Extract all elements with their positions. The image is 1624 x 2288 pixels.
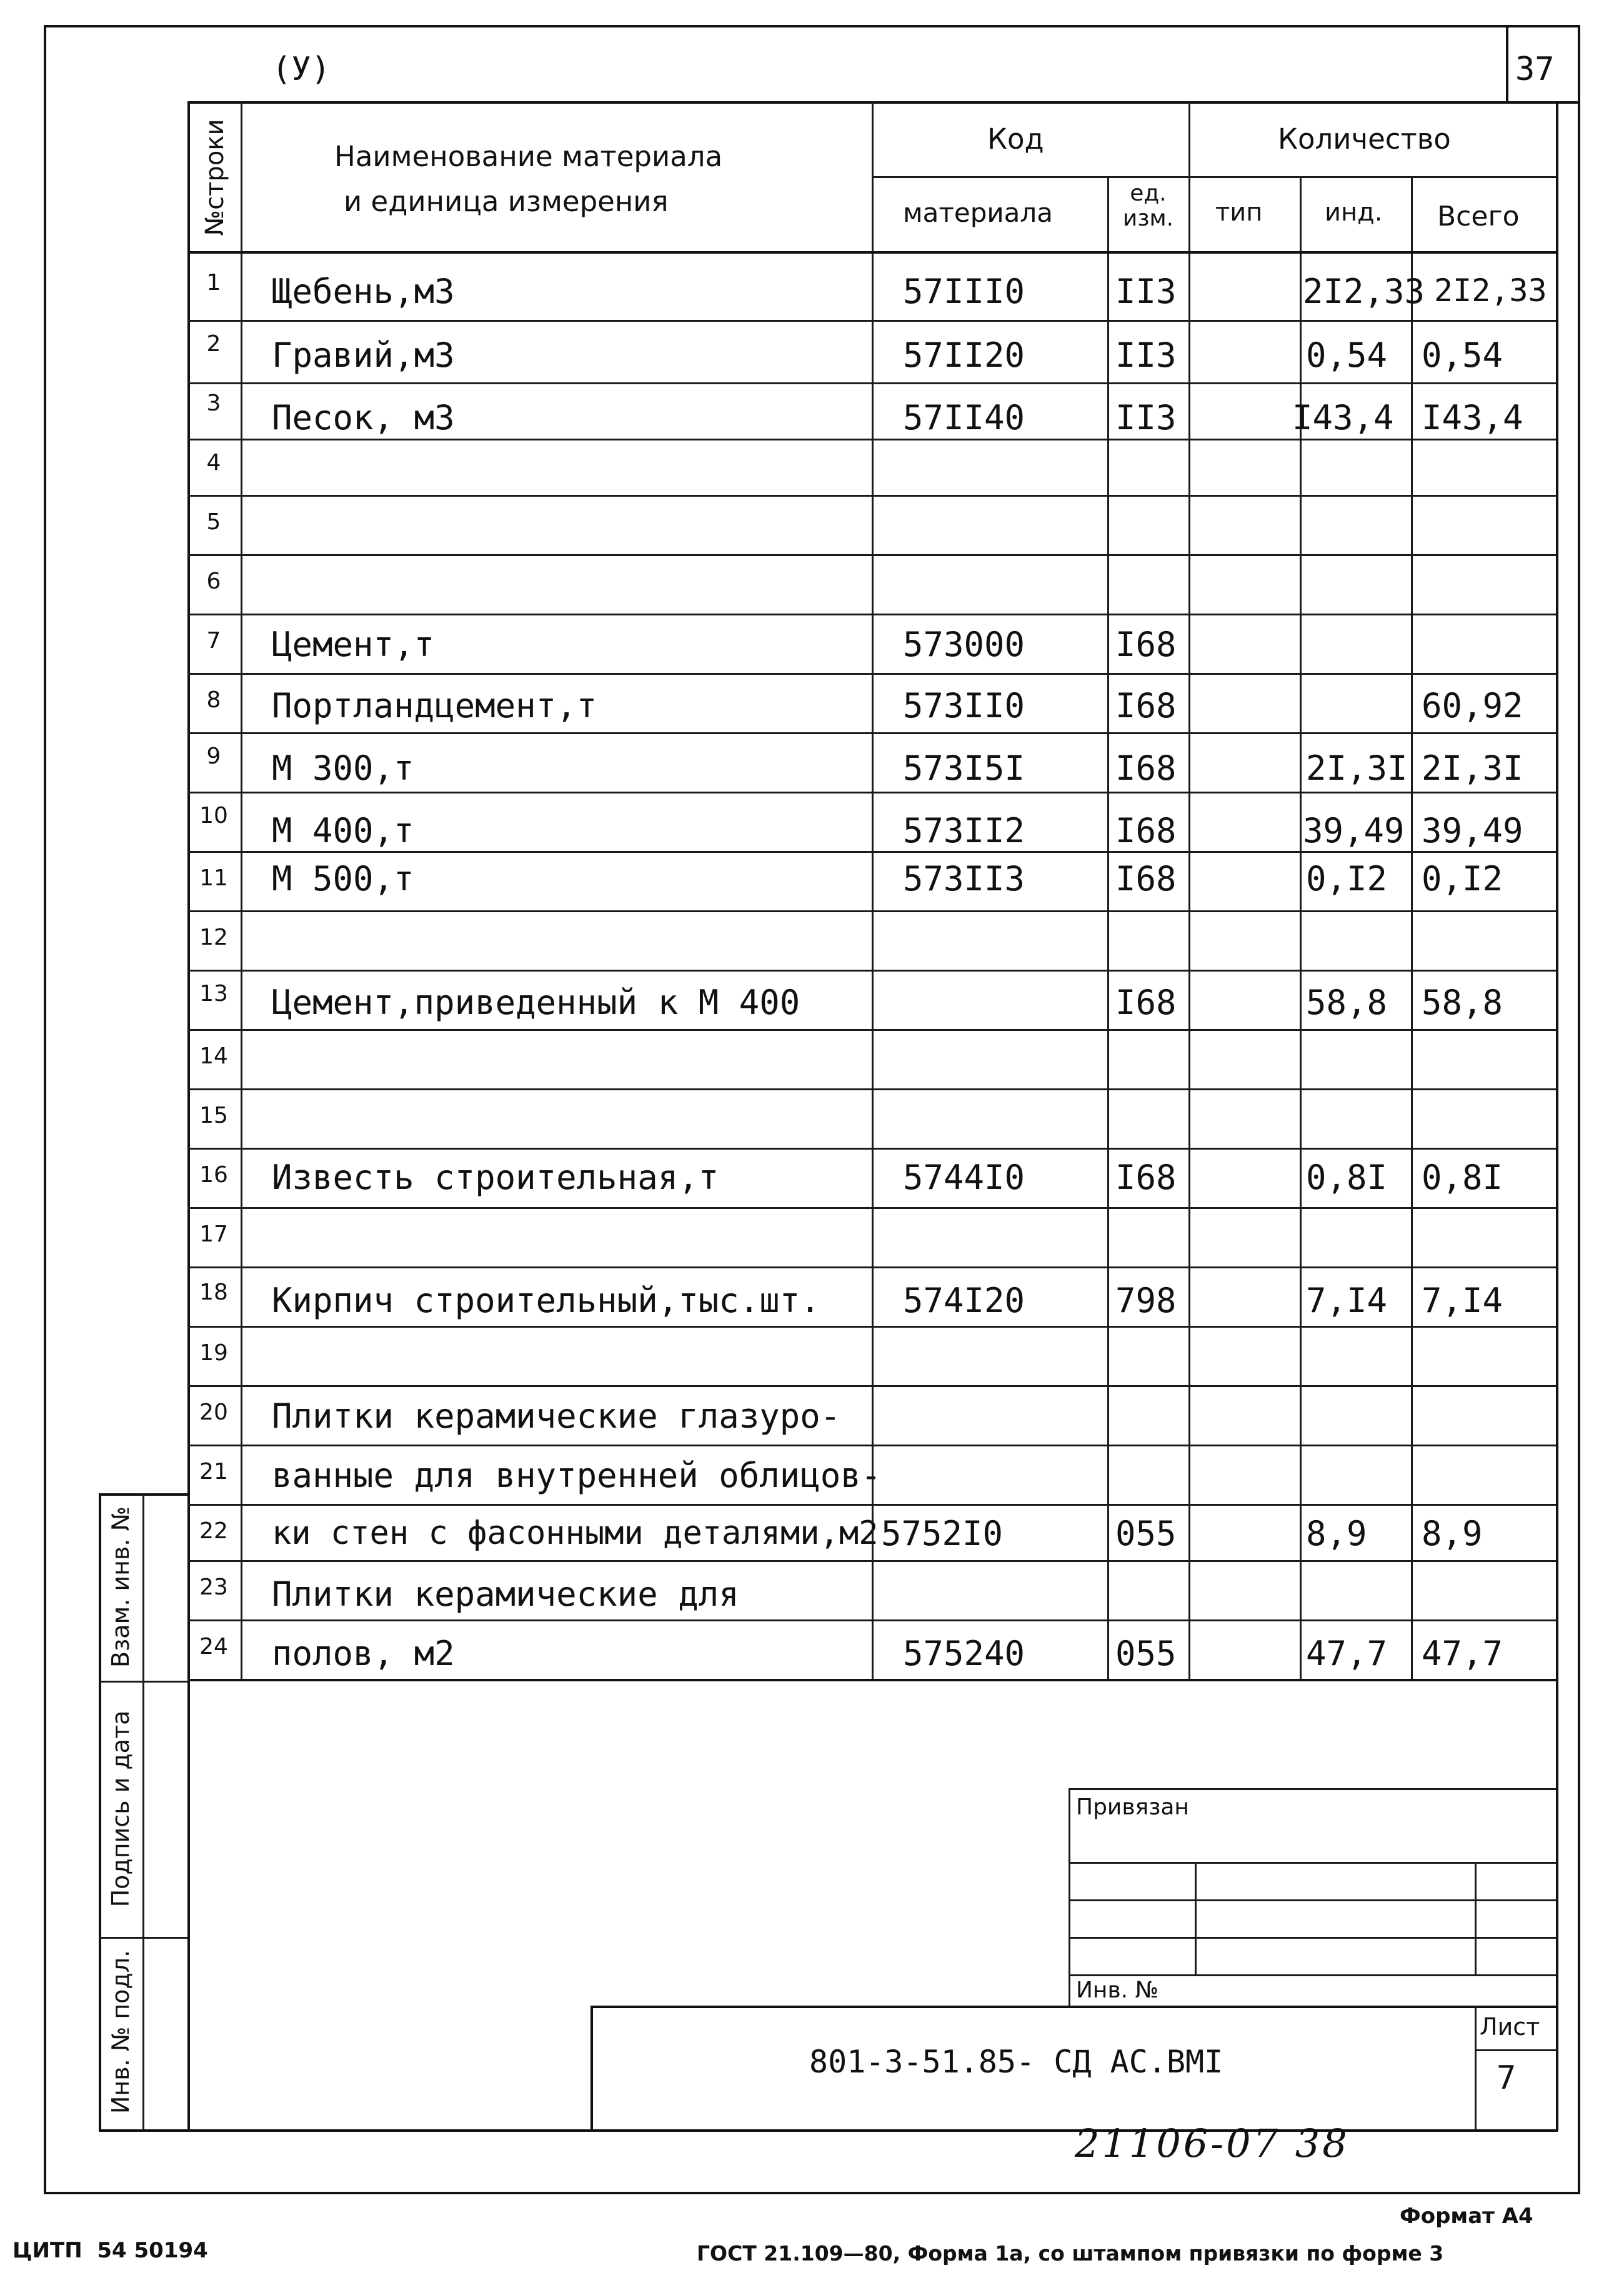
- row-number: 16: [199, 1162, 228, 1188]
- row-unit: 798: [1115, 1281, 1177, 1320]
- title-block-left: [590, 2006, 593, 2129]
- row-name: полов, м2: [272, 1634, 455, 1673]
- handwritten-number: 21106-07 38: [1075, 2121, 1350, 2166]
- row-name: М 500,т: [272, 859, 414, 898]
- row-number: 6: [206, 569, 221, 594]
- stamp-left-line: [1069, 1788, 1070, 2006]
- sheet-number: 7: [1497, 2059, 1517, 2097]
- header-code: Код: [987, 122, 1044, 156]
- row-unit: I68: [1115, 686, 1177, 725]
- row-unit: II3: [1115, 336, 1177, 375]
- row-qty-total: 0,54: [1422, 336, 1503, 375]
- frame-top: [44, 25, 1578, 27]
- footer-left: ЦИТП 54 50194: [12, 2238, 208, 2263]
- row-number: 22: [199, 1518, 228, 1544]
- row-qty-ind: 0,8I: [1306, 1158, 1388, 1197]
- row-line: [187, 495, 1556, 497]
- row-number: 17: [199, 1221, 228, 1247]
- page-number: 37: [1515, 51, 1555, 88]
- stamp-line-2: [1069, 1862, 1556, 1864]
- footer-right: ГОСТ 21.109—80, Форма 1а, со штампом привязки по форме 3: [697, 2241, 1444, 2266]
- row-line: [187, 320, 1556, 322]
- row-unit: I68: [1115, 625, 1177, 664]
- row-number: 14: [199, 1043, 228, 1069]
- row-line: [187, 673, 1556, 675]
- row-name: Известь строительная,т: [272, 1158, 719, 1197]
- row-code: 573I5I: [903, 749, 1025, 788]
- row-name: Портландцемент,т: [272, 686, 597, 725]
- row-qty-total: 58,8: [1422, 983, 1503, 1022]
- header-qty-ind: инд.: [1325, 198, 1383, 227]
- row-code: 57III0: [903, 272, 1025, 311]
- row-name: ванные для внутренней облицов-: [272, 1456, 882, 1495]
- row-unit: II3: [1115, 272, 1177, 311]
- row-number: 3: [206, 390, 221, 416]
- row-number: 24: [199, 1634, 228, 1659]
- row-line: [187, 382, 1556, 384]
- row-name: Плитки керамические для: [272, 1574, 739, 1614]
- col-rownum-line: [241, 101, 242, 1679]
- row-number: 2: [206, 331, 221, 357]
- row-line: [187, 1504, 1556, 1506]
- row-line: [187, 910, 1556, 912]
- side-label-podpis: Подпись и дата: [107, 1710, 134, 1907]
- row-unit: I68: [1115, 859, 1177, 898]
- row-number: 11: [199, 865, 228, 891]
- header-bottom-line: [187, 251, 1556, 254]
- row-number: 4: [206, 450, 221, 475]
- row-code: 57II40: [903, 398, 1025, 437]
- row-line: [187, 1326, 1556, 1328]
- frame-right: [1578, 25, 1580, 2193]
- row-code: 573II0: [903, 686, 1025, 725]
- row-name: Кирпич строительный,тыс.шт.: [272, 1281, 820, 1320]
- row-qty-total: 47,7: [1422, 1634, 1503, 1673]
- row-qty-total: 8,9: [1422, 1514, 1483, 1553]
- row-unit: I68: [1115, 811, 1177, 850]
- header-name-line1: Наименование материала: [334, 140, 723, 173]
- row-name: Песок, м3: [272, 398, 455, 437]
- title-block-sheet-left: [1475, 2006, 1477, 2129]
- row-line: [187, 970, 1556, 972]
- row-code: 573II3: [903, 859, 1025, 898]
- row-line: [187, 732, 1556, 734]
- title-block-top: [590, 2006, 1556, 2008]
- row-qty-ind: 47,7: [1306, 1634, 1388, 1673]
- row-line: [187, 1148, 1556, 1150]
- row-name: М 300,т: [272, 749, 414, 788]
- row-qty-ind: 58,8: [1306, 983, 1388, 1022]
- col-name-line: [872, 101, 874, 1679]
- frame-bottom: [44, 2192, 1580, 2194]
- row-qty-ind: 2I2,33: [1303, 272, 1425, 311]
- col-ind-line: [1411, 176, 1413, 1679]
- header-row-no: №строки: [201, 119, 229, 236]
- row-number: 13: [199, 981, 228, 1007]
- row-qty-total: I43,4: [1422, 398, 1523, 437]
- header-qty-total: Всего: [1437, 201, 1520, 232]
- row-name: Щебень,м3: [272, 272, 455, 311]
- row-number: 5: [206, 509, 221, 535]
- row-line: [187, 1560, 1556, 1562]
- row-line: [187, 792, 1556, 793]
- stamp-inner-v2: [1475, 1862, 1477, 1974]
- row-qty-total: 39,49: [1422, 811, 1523, 850]
- row-qty-ind: 7,I4: [1306, 1281, 1388, 1320]
- header-mid-line: [872, 176, 1556, 178]
- row-name: Гравий,м3: [272, 336, 455, 375]
- header-quantity: Количество: [1278, 122, 1451, 156]
- row-qty-total: 0,8I: [1422, 1158, 1503, 1197]
- row-number: 18: [199, 1280, 228, 1305]
- row-line: [187, 1266, 1556, 1268]
- stamp-inv-no: Инв. №: [1076, 1977, 1159, 2003]
- table-bottom-line: [187, 1679, 1556, 1681]
- row-line: [187, 1445, 1556, 1446]
- row-code: 574I20: [903, 1281, 1025, 1320]
- row-line: [187, 1207, 1556, 1209]
- row-line: [187, 1385, 1556, 1387]
- side-label-vzam: Взам. инв. №: [107, 1506, 134, 1668]
- table-left-line: [187, 101, 190, 2131]
- row-name: Цемент,приведенный к М 400: [272, 983, 800, 1022]
- col-unit-line: [1188, 101, 1190, 1679]
- table-top-line: [187, 101, 1578, 104]
- row-line: [187, 1619, 1556, 1621]
- row-qty-ind: 8,9: [1306, 1514, 1367, 1553]
- row-number: 10: [199, 803, 228, 828]
- row-code: 575240: [903, 1634, 1025, 1673]
- stamp-inner-v1: [1195, 1862, 1197, 1974]
- header-code-material: материала: [903, 197, 1054, 228]
- sheet-label: Лист: [1480, 2013, 1540, 2041]
- row-number: 8: [206, 687, 221, 713]
- row-code: 57II20: [903, 336, 1025, 375]
- row-number: 20: [199, 1400, 228, 1425]
- stamp-privyazan: Привязан: [1076, 1794, 1189, 1820]
- row-unit: I68: [1115, 749, 1177, 788]
- row-number: 1: [206, 270, 221, 296]
- col-code-line: [1107, 176, 1109, 1679]
- row-qty-total: 2I,3I: [1422, 749, 1523, 788]
- side-strip-div2: [99, 1937, 187, 1939]
- row-qty-total: 0,I2: [1422, 859, 1503, 898]
- row-qty-ind: I43,4: [1292, 398, 1394, 437]
- row-code: 5752I0: [881, 1514, 1004, 1553]
- row-number: 15: [199, 1103, 228, 1128]
- row-line: [187, 614, 1556, 615]
- row-unit: I68: [1115, 983, 1177, 1022]
- frame-left: [44, 25, 46, 2193]
- row-line: [187, 554, 1556, 556]
- stamp-top-line: [1069, 1788, 1556, 1790]
- row-line: [187, 1088, 1556, 1090]
- stamp-line-3: [1069, 1899, 1556, 1901]
- header-qty-type: тип: [1215, 198, 1263, 227]
- row-code: 573000: [903, 625, 1025, 664]
- row-qty-ind: 0,54: [1306, 336, 1388, 375]
- row-unit: 055: [1115, 1514, 1177, 1553]
- row-name: М 400,т: [272, 811, 414, 850]
- header-code-unit: ед. изм.: [1122, 181, 1174, 231]
- format-label: Формат А4: [1400, 2204, 1533, 2229]
- row-unit: I68: [1115, 1158, 1177, 1197]
- side-label-inv-podl: Инв. № подл.: [107, 1949, 134, 2114]
- row-qty-ind: 2I,3I: [1306, 749, 1408, 788]
- row-name: Цемент,т: [272, 625, 435, 664]
- side-strip-div1: [99, 1681, 187, 1683]
- row-number: 12: [199, 925, 228, 950]
- row-qty-total: 7,I4: [1422, 1281, 1503, 1320]
- row-name: ки стен с фасонными деталями,м2: [272, 1515, 879, 1552]
- row-unit: 055: [1115, 1634, 1177, 1673]
- header-name-line2: и единица измерения: [344, 185, 669, 218]
- row-code: 5744I0: [903, 1158, 1025, 1197]
- row-number: 19: [199, 1340, 228, 1366]
- row-number: 7: [206, 628, 221, 654]
- row-code: 573II2: [903, 811, 1025, 850]
- title-block-sheet-mid: [1475, 2049, 1556, 2051]
- row-line: [187, 439, 1556, 440]
- document-designation: 801-3-51.85- СД АС.ВМI: [809, 2044, 1223, 2080]
- table-right-line: [1556, 101, 1558, 2131]
- row-qty-ind: 39,49: [1303, 811, 1405, 850]
- row-qty-total: 60,92: [1422, 686, 1523, 725]
- top-label: (У): [272, 51, 331, 88]
- side-strip-left: [99, 1493, 101, 2131]
- page-number-box-left: [1506, 25, 1508, 101]
- side-strip-mid: [142, 1493, 144, 2131]
- row-line: [187, 851, 1556, 853]
- stamp-line-4: [1069, 1937, 1556, 1939]
- row-number: 23: [199, 1574, 228, 1600]
- stamp-line-5: [1069, 1974, 1556, 1976]
- row-name: Плитки керамические глазуро-: [272, 1396, 841, 1436]
- row-qty-total: 2I2,33: [1434, 272, 1547, 309]
- row-number: 21: [199, 1459, 228, 1485]
- row-number: 9: [206, 744, 221, 769]
- row-qty-ind: 0,I2: [1306, 859, 1388, 898]
- row-unit: II3: [1115, 398, 1177, 437]
- row-line: [187, 1029, 1556, 1031]
